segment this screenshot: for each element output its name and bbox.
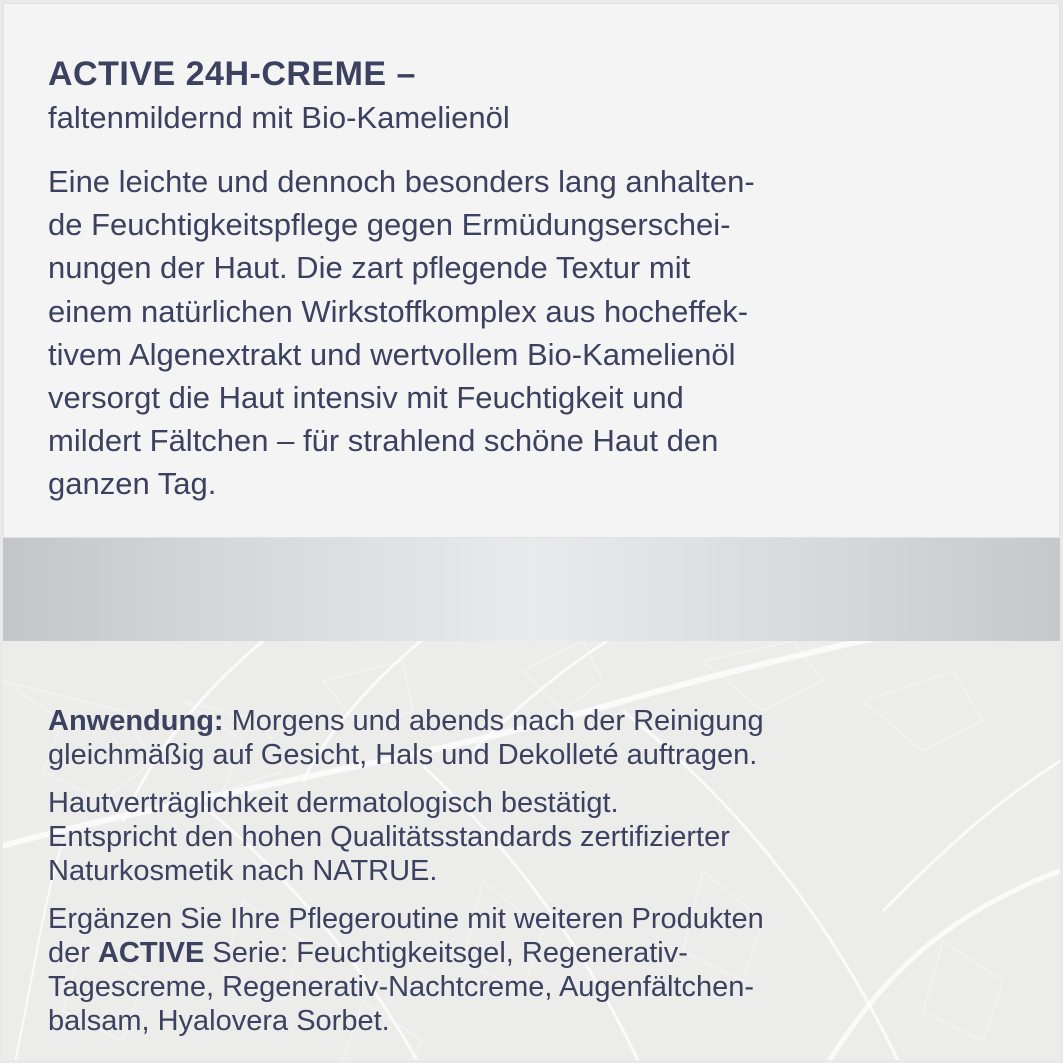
series-text: der bbox=[48, 937, 98, 969]
product-description bbox=[48, 160, 1038, 506]
description-line: einem natürlichen Wirkstoffkomplex aus hocheffek- bbox=[48, 293, 749, 329]
series-line: Ergänzen Sie Ihre Pflegeroutine mit weiteren Produkten bbox=[48, 903, 764, 935]
series-paragraph bbox=[48, 902, 1048, 1038]
series-line: Tagescreme, Regenerativ-Nachtcreme, Augenfältchen- bbox=[48, 971, 755, 1003]
silver-divider-band bbox=[3, 538, 1060, 641]
description-line: ganzen Tag. bbox=[48, 466, 217, 502]
quality-line: Naturkosmetik nach NATRUE. bbox=[48, 855, 438, 887]
series-brand: ACTIVE bbox=[97, 937, 205, 969]
series-line bbox=[48, 936, 1048, 970]
usage-line: gleichmäßig auf Gesicht, Hals und Dekolleté auftragen. bbox=[48, 739, 758, 771]
quality-paragraph bbox=[48, 786, 1048, 888]
description-line: nungen der Haut. Die zart pflegende Textur mit bbox=[48, 250, 691, 286]
description-line: versorgt die Haut intensiv mit Feuchtigkeit und bbox=[48, 380, 684, 416]
description-line: de Feuchtigkeitspflege gegen Ermüdungserschei- bbox=[48, 207, 731, 243]
product-title: ACTIVE 24H-CREME – bbox=[48, 55, 416, 93]
series-text: Serie: Feuchtigkeitsgel, Regenerativ- bbox=[204, 937, 688, 969]
product-subtitle: faltenmildernd mit Bio-Kamelienöl bbox=[48, 100, 510, 135]
description-line: mildert Fältchen – für strahlend schöne Haut den bbox=[48, 423, 719, 459]
description-line: Eine leichte und dennoch besonders lang anhalten- bbox=[48, 164, 755, 199]
quality-line: Entspricht den hohen Qualitätsstandards zertifizierter bbox=[48, 821, 730, 853]
usage-paragraph bbox=[48, 704, 1048, 772]
usage-label: Anwendung: bbox=[48, 705, 224, 737]
usage-text: Morgens und abends nach der Reinigung bbox=[223, 705, 764, 737]
series-line: balsam, Hyalovera Sorbet. bbox=[48, 1005, 390, 1037]
quality-line: Hautverträglichkeit dermatologisch bestätigt. bbox=[48, 787, 619, 819]
description-line: tivem Algenextrakt und wertvollem Bio-Kamelienöl bbox=[48, 336, 736, 372]
usage-line bbox=[48, 704, 1048, 738]
